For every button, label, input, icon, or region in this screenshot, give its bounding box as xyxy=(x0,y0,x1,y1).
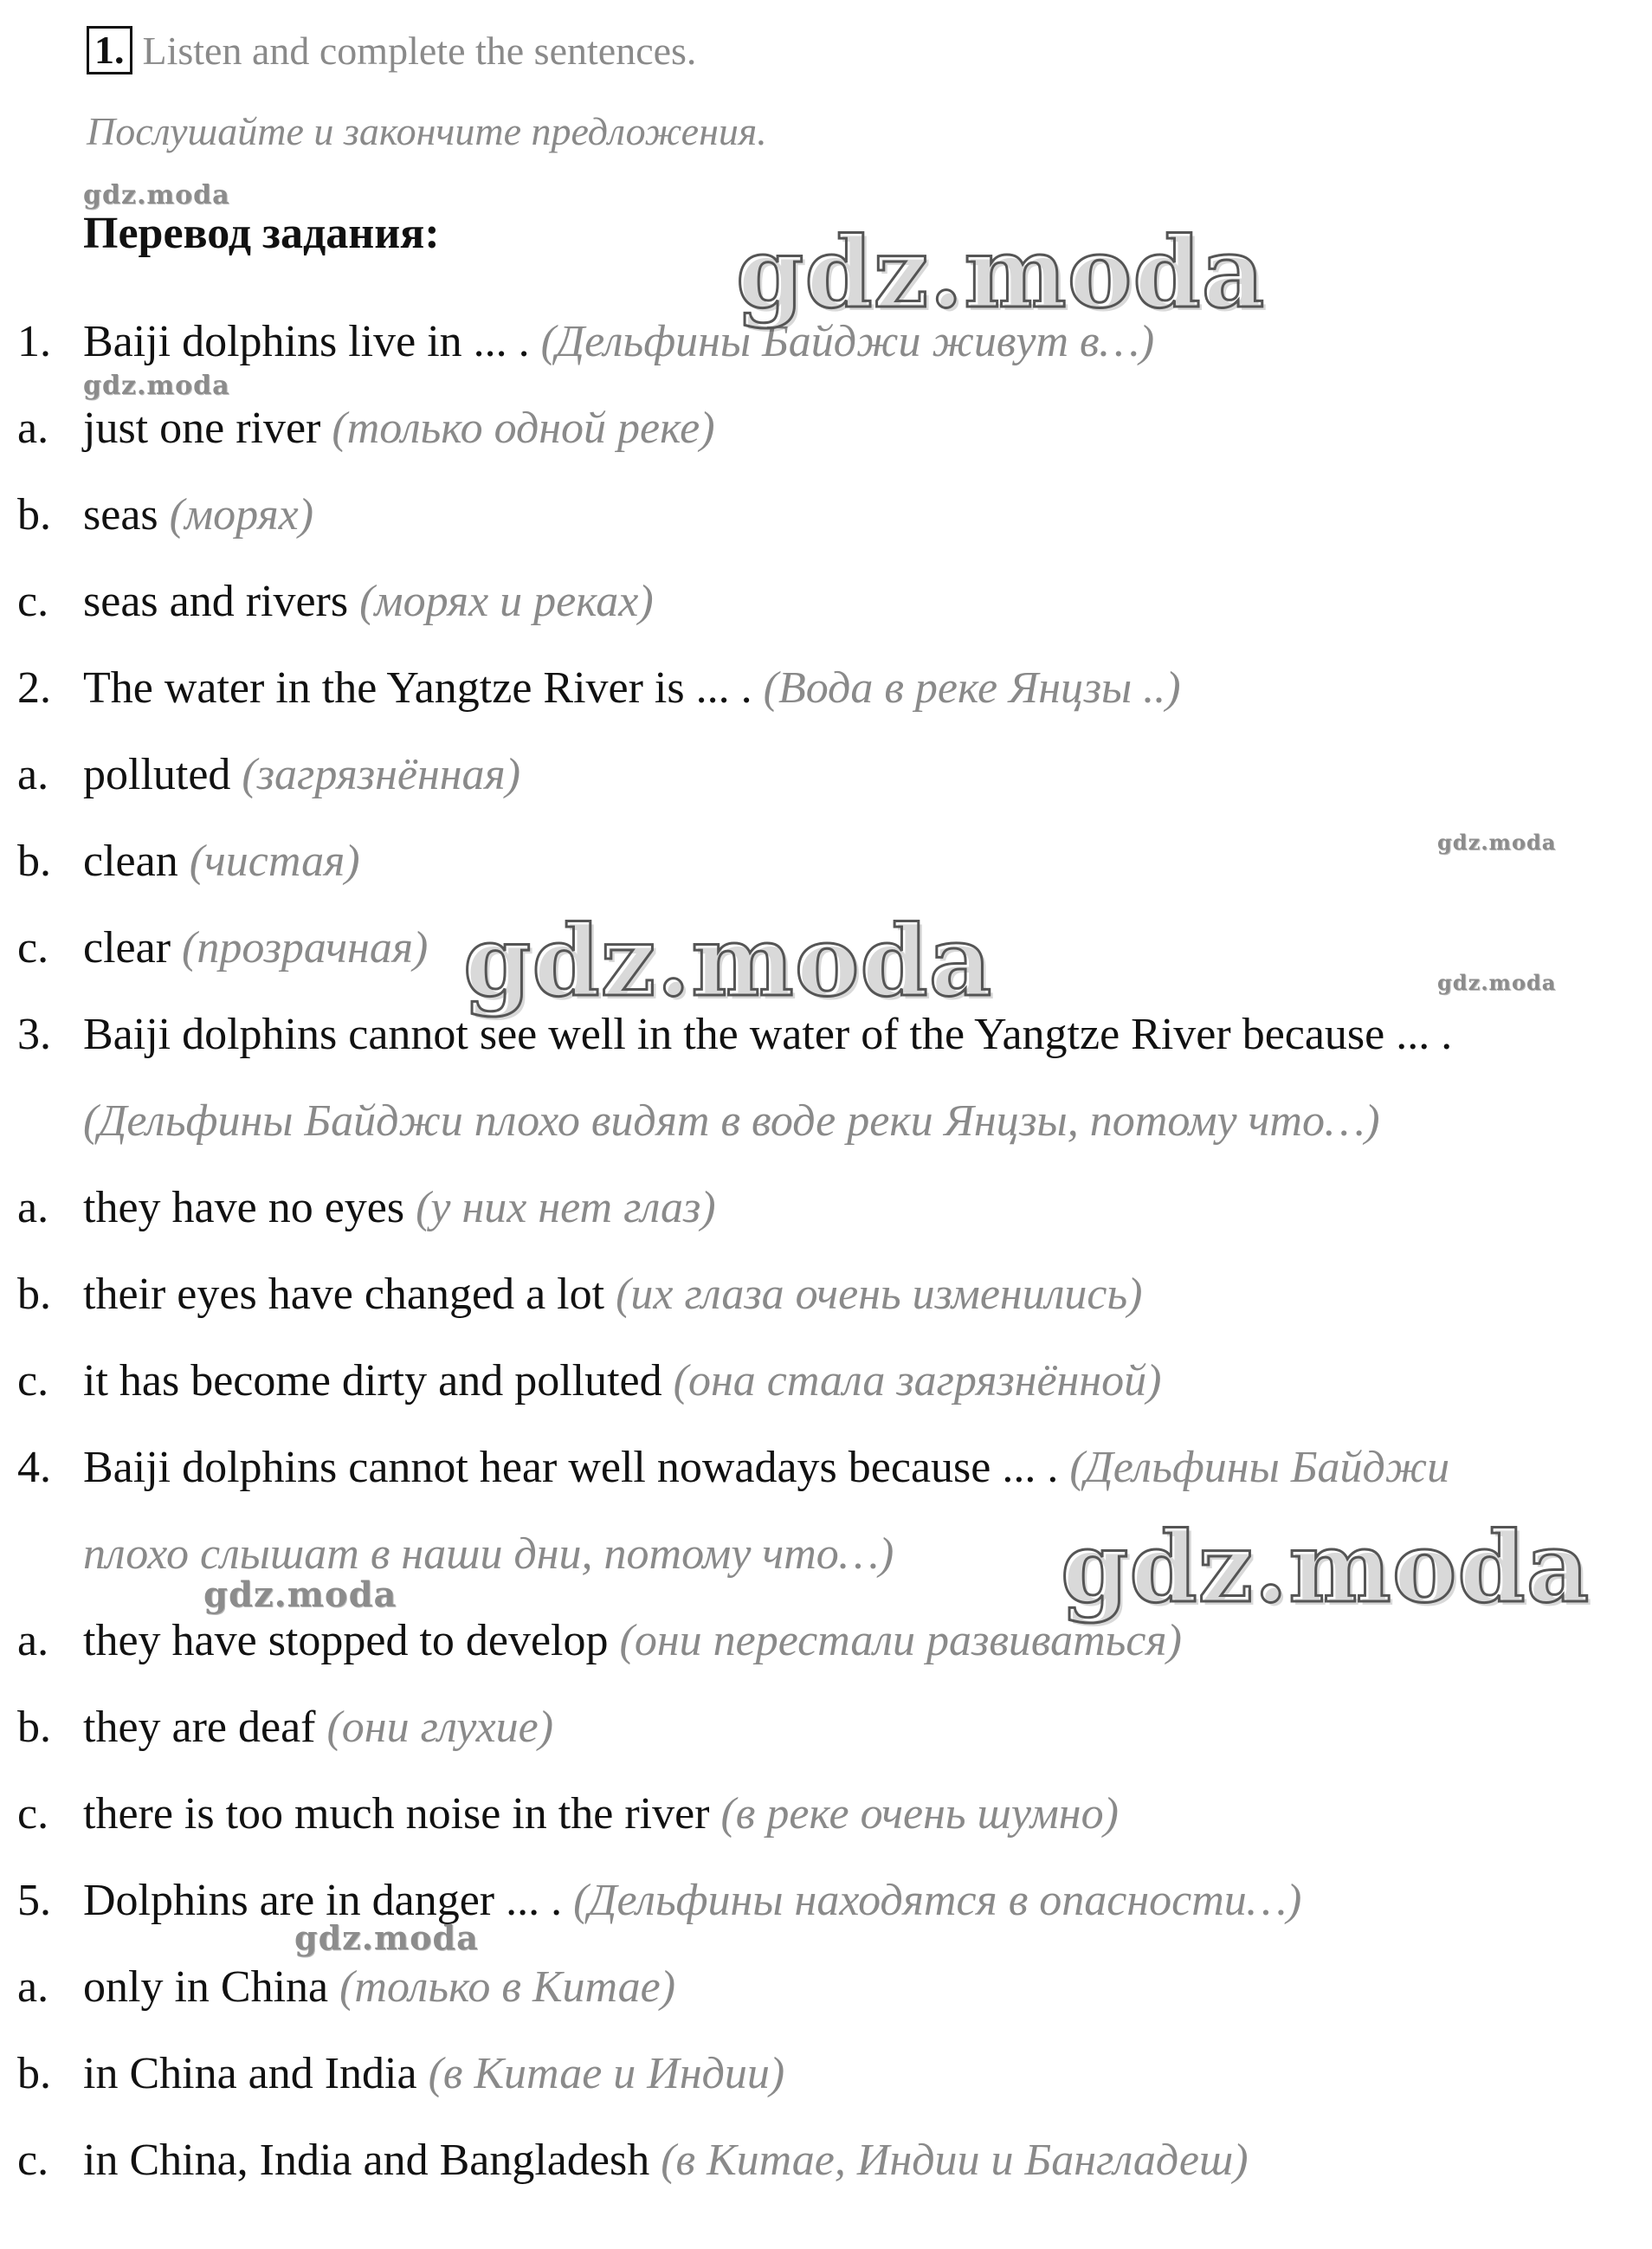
english-text: Dolphins are in danger ... . xyxy=(83,1876,563,1925)
task-header xyxy=(87,26,696,74)
russian-translation: (Дельфины находятся в опасности…) xyxy=(573,1876,1302,1925)
russian-translation: (в Китае и Индии) xyxy=(428,2049,785,2098)
english-text: in China and India xyxy=(83,2049,417,2098)
task-title: Listen and complete the sentences. xyxy=(142,28,697,73)
line-text xyxy=(83,749,520,801)
line-text xyxy=(83,1269,1142,1321)
english-text: Baiji dolphins cannot hear well nowadays because ... . xyxy=(83,1443,1059,1492)
line-marker: 4. xyxy=(17,1443,51,1492)
english-text: it has become dirty and polluted xyxy=(83,1356,662,1406)
line-text xyxy=(83,1788,1119,1840)
russian-translation: (они перестали развиваться) xyxy=(619,1616,1182,1665)
line-marker: a. xyxy=(17,404,49,453)
russian-translation: (прозрачная) xyxy=(182,923,429,973)
english-text: they have stopped to develop xyxy=(83,1616,609,1665)
line-text xyxy=(83,1615,1182,1667)
russian-translation: (она стала загрязнённой) xyxy=(673,1356,1162,1406)
line-marker: c. xyxy=(17,1356,49,1406)
line-text xyxy=(83,2135,1249,2187)
english-text: they have no eyes xyxy=(83,1183,405,1232)
russian-translation: (Дельфины Байджи живут в…) xyxy=(540,317,1155,366)
russian-translation: (в реке очень шумно) xyxy=(720,1789,1119,1839)
line-marker: a. xyxy=(17,1183,49,1232)
line-marker: 5. xyxy=(17,1876,51,1925)
watermark: gdz.moda xyxy=(1061,1511,1591,1625)
line-text xyxy=(83,1875,1301,1927)
russian-translation: плохо слышат в наши дни, потому что…) xyxy=(83,1529,894,1579)
line-marker: b. xyxy=(17,2049,51,2098)
watermark: gdz.moda xyxy=(463,905,993,1018)
line-marker: c. xyxy=(17,923,49,973)
russian-translation: (Дельфины Байджи xyxy=(1069,1443,1450,1492)
russian-translation: (они глухие) xyxy=(326,1703,554,1752)
russian-translation: (их глаза очень изменились) xyxy=(616,1270,1143,1319)
russian-translation: (в Китае, Индии и Бангладеш) xyxy=(661,2136,1249,2185)
line-text xyxy=(83,922,428,974)
line-marker: a. xyxy=(17,750,49,799)
line-marker: a. xyxy=(17,1962,49,2012)
line-marker: b. xyxy=(17,837,51,886)
line-text xyxy=(83,1961,675,2013)
line-marker: b. xyxy=(17,1270,51,1319)
line-text xyxy=(83,489,313,541)
line-text xyxy=(83,1095,1380,1147)
line-marker: 3. xyxy=(17,1010,51,1059)
russian-translation: (морях) xyxy=(169,490,314,540)
russian-translation: (у них нет глаз) xyxy=(416,1183,716,1232)
line-text xyxy=(83,576,654,628)
line-text xyxy=(83,662,1181,714)
line-marker: 1. xyxy=(17,317,51,366)
russian-translation: (Вода в реке Янцзы ..) xyxy=(763,663,1181,713)
line-text xyxy=(83,836,360,888)
line-text xyxy=(83,2048,784,2100)
english-text: seas and rivers xyxy=(83,577,349,626)
russian-translation: (загрязнённая) xyxy=(242,750,521,799)
line-marker: 2. xyxy=(17,663,51,713)
english-text: Baiji dolphins live in ... . xyxy=(83,317,530,366)
english-text: just one river xyxy=(83,404,321,453)
line-marker: b. xyxy=(17,1703,51,1752)
english-text: their eyes have changed a lot xyxy=(83,1270,605,1319)
english-text: there is too much noise in the river xyxy=(83,1789,710,1839)
line-text xyxy=(83,1702,553,1754)
task-title-translation: Послушайте и закончите предложения. xyxy=(87,109,767,153)
line-text xyxy=(83,403,715,455)
english-text: polluted xyxy=(83,750,231,799)
line-marker: c. xyxy=(17,1789,49,1839)
watermark: gdz.moda xyxy=(736,216,1266,330)
watermark: gdz.moda xyxy=(203,1574,397,1615)
line-text xyxy=(83,1355,1161,1407)
english-text: in China, India and Bangladesh xyxy=(83,2136,650,2185)
line-marker: a. xyxy=(17,1616,49,1665)
english-text: Baiji dolphins cannot see well in the water of the Yangtze River because ... . xyxy=(83,1010,1453,1059)
section-heading: Перевод задания: xyxy=(83,209,440,258)
english-text: The water in the Yangtze River is ... . xyxy=(83,663,752,713)
russian-translation: (только одной реке) xyxy=(332,404,715,453)
task-number: 1. xyxy=(87,26,132,74)
watermark: gdz.moda xyxy=(83,180,230,210)
english-text: clear xyxy=(83,923,171,973)
russian-translation: (только в Китае) xyxy=(339,1962,676,2012)
english-text: only in China xyxy=(83,1962,329,2012)
russian-translation: (морях и реках) xyxy=(359,577,654,626)
line-marker: c. xyxy=(17,577,49,626)
watermark: gdz.moda xyxy=(83,371,230,401)
russian-translation: (чистая) xyxy=(189,837,360,886)
russian-translation: (Дельфины Байджи плохо видят в воде реки Янцзы, потому что…) xyxy=(83,1096,1380,1146)
watermark: gdz.moda xyxy=(1437,970,1557,995)
line-marker: c. xyxy=(17,2136,49,2185)
line-marker: b. xyxy=(17,490,51,540)
watermark: gdz.moda xyxy=(1437,830,1557,855)
english-text: seas xyxy=(83,490,158,540)
english-text: they are deaf xyxy=(83,1703,316,1752)
watermark: gdz.moda xyxy=(294,1918,479,1957)
line-text xyxy=(83,1182,716,1234)
line-text xyxy=(83,1442,1449,1494)
line-text xyxy=(83,1528,894,1580)
english-text: clean xyxy=(83,837,178,886)
